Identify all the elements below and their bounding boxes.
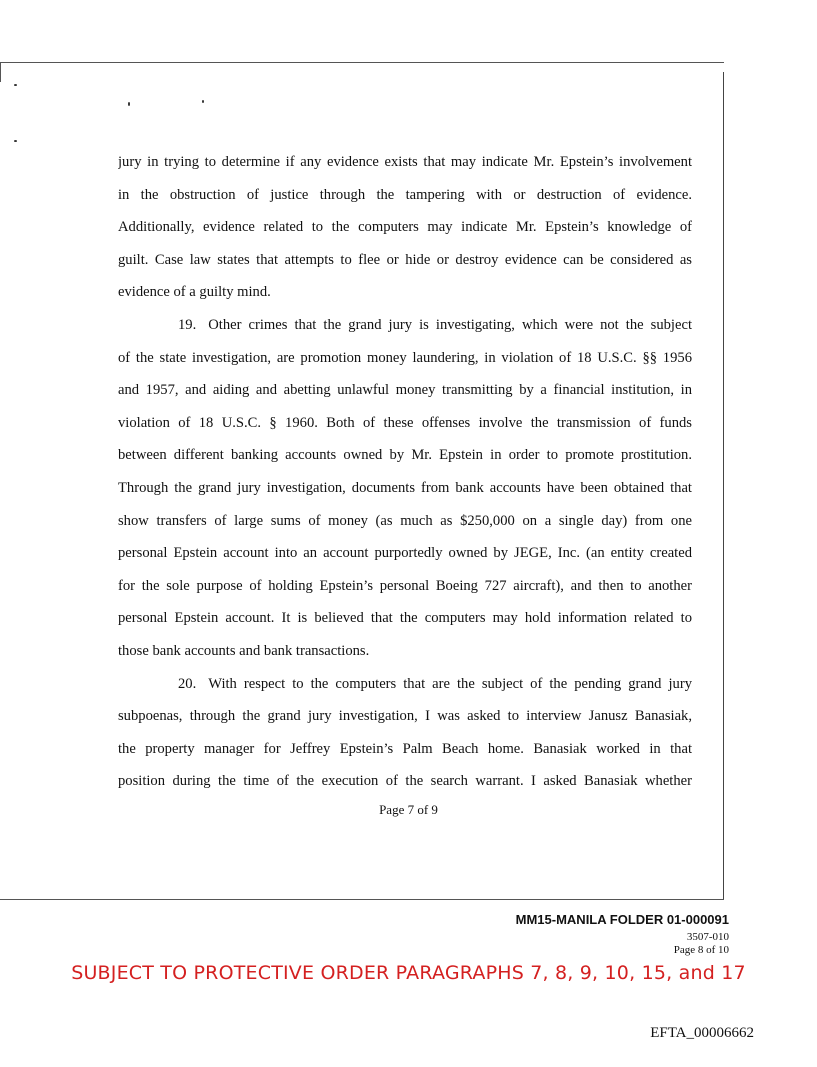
scan-speck [202,100,204,103]
paragraph [118,668,692,798]
paragraph-line: position during the time of the execution of the search warrant. I asked Banasiak whether [118,773,692,790]
paragraph-line: subpoenas, through the grand jury investigation, I was asked to interview Janusz Banasiak, [118,708,692,725]
document-body [118,146,692,798]
paragraph [118,146,692,309]
paragraph-line: personal Epstein account. It is believed that the computers may hold information related to [118,610,692,627]
paragraph-line [118,309,692,342]
paragraph-line: Through the grand jury investigation, documents from bank accounts have been obtained that [118,479,692,496]
frame-bottom-border [0,899,724,900]
paragraph-line: guilt. Case law states that attempts to flee or hide or destroy evidence can be considered as [118,251,692,268]
frame-top-border [0,62,724,63]
paragraph-line: evidence of a guilty mind. [118,284,271,301]
paragraph-line: and 1957, and aiding and abetting unlawful money transmitting by a financial institution, in [118,382,692,399]
frame-right-border [723,72,724,900]
scan-speck [128,102,130,106]
stamp-code: 3507-010 [686,931,729,943]
paragraph-line: for the sole purpose of holding Epstein’s personal Boeing 727 aircraft), and then to another [118,577,692,594]
paragraph-line: violation of 18 U.S.C. § 1960. Both of these offenses involve the transmission of funds [118,414,692,431]
paragraph-line: show transfers of large sums of money (as much as $250,000 on a single day) from one [118,512,692,529]
paragraph-line-text: With respect to the computers that are the subject of the pending grand jury [208,675,692,692]
paragraph-line: the property manager for Jeffrey Epstein’s Palm Beach home. Banasiak worked in that [118,740,692,757]
protective-order-notice: SUBJECT TO PROTECTIVE ORDER PARAGRAPHS 7, 8, 9, 10, 15, and 17 [71,962,746,984]
paragraph-number: 19. [178,316,197,333]
paragraph-line: in the obstruction of justice through the tampering with or destruction of evidence. [118,186,692,203]
bates-number: MM15-MANILA FOLDER 01-000091 [515,912,729,927]
efta-number: EFTA_00006662 [650,1025,754,1041]
scan-speck [14,84,17,86]
stamp-page: Page 8 of 10 [673,944,729,956]
paragraph-line: of the state investigation, are promotion money laundering, in violation of 18 U.S.C. §§ 1956 [118,349,692,366]
frame-left-tick [0,62,1,82]
paragraph [118,309,692,668]
paragraph-line-text: Other crimes that the grand jury is investigating, which were not the subject [208,316,692,333]
page-number: Page 7 of 9 [379,802,438,817]
paragraph-line [118,668,692,701]
paragraph-line: between different banking accounts owned by Mr. Epstein in order to promote prostitution. [118,447,692,464]
paragraph-number: 20. [178,675,197,692]
paragraph-line: Additionally, evidence related to the computers may indicate Mr. Epstein’s knowledge of [118,219,692,236]
paragraph-line: jury in trying to determine if any evidence exists that may indicate Mr. Epstein’s involvement [118,154,692,170]
paragraph-line: personal Epstein account into an account purportedly owned by JEGE, Inc. (an entity created [118,545,692,562]
paragraph-line: those bank accounts and bank transactions. [118,642,370,659]
scan-speck [14,140,17,142]
